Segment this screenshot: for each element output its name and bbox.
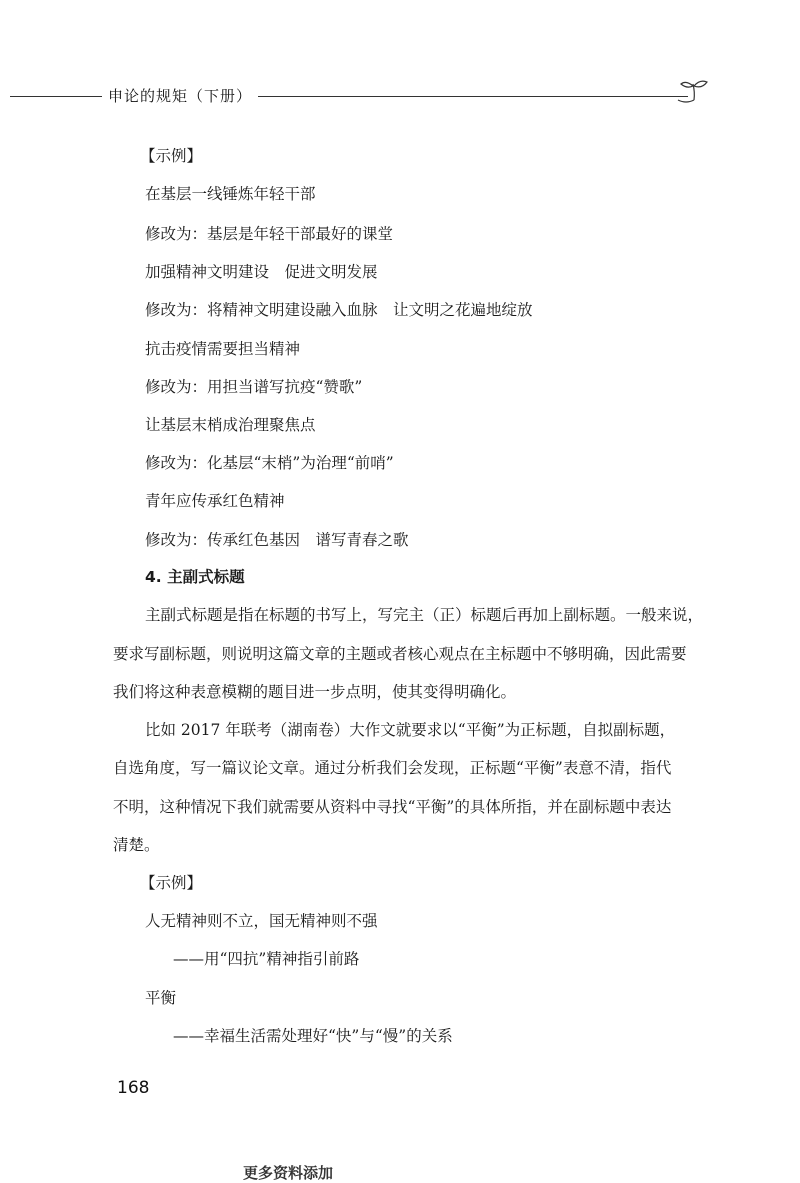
paragraph-line: 主副式标题是指在标题的书写上，写完主（正）标题后再加上副标题。一般来说， [145,606,704,624]
example-revised-title: 修改为：传承红色基因 谱写青春之歌 [145,531,409,549]
paragraph-line: 不明，这种情况下我们就需要从资料中寻找“平衡”的具体所指，并在副标题中表达 [113,798,672,816]
example-original-title: 青年应传承红色精神 [145,492,285,510]
example-main-title: 人无精神则不立，国无精神则不强 [145,912,378,930]
example-subtitle: ——幸福生活需处理好“快”与“慢”的关系 [173,1027,453,1045]
example-original-title: 抗击疫情需要担当精神 [145,340,301,358]
example-main-title: 平衡 [145,989,177,1007]
example-original-title: 让基层末梢成治理聚焦点 [145,416,316,434]
paragraph-line: 比如 2017 年联考（湖南卷）大作文就要求以“平衡”为正标题，自拟副标题， [145,721,676,739]
header-rule-left [10,96,102,97]
example-subtitle: ——用“四抗”精神指引前路 [173,950,360,968]
paragraph-line: 自选角度，写一篇议论文章。通过分析我们会发现，正标题“平衡”表意不清，指代 [113,759,672,777]
example-label: 【示例】 [140,874,203,892]
example-revised-title: 修改为：化基层“末梢”为治理“前哨” [145,454,394,472]
example-original-title: 加强精神文明建设 促进文明发展 [145,263,378,281]
running-header [0,78,800,108]
header-rule-right [258,96,688,97]
paragraph-line: 我们将这种表意模糊的题目进一步点明，使其变得明确化。 [113,683,517,701]
example-revised-title: 修改为：用担当谱写抗疫“赞歌” [145,378,363,396]
example-revised-title: 修改为：基层是年轻干部最好的课堂 [145,225,394,243]
sprout-icon [676,78,712,108]
example-revised-title: 修改为：将精神文明建设融入血脉 让文明之花遍地绽放 [145,301,533,319]
example-label: 【示例】 [140,147,203,165]
page-number: 168 [117,1078,150,1098]
section-heading: 4. 主副式标题 [145,568,245,586]
paragraph-line: 清楚。 [113,836,160,854]
footer-watermark: 更多资料添加 [243,1164,334,1182]
example-original-title: 在基层一线锤炼年轻干部 [145,185,316,203]
book-title: 申论的规矩（下册） [108,87,253,105]
paragraph-line: 要求写副标题，则说明这篇文章的主题或者核心观点在主标题中不够明确，因此需要 [113,645,687,663]
